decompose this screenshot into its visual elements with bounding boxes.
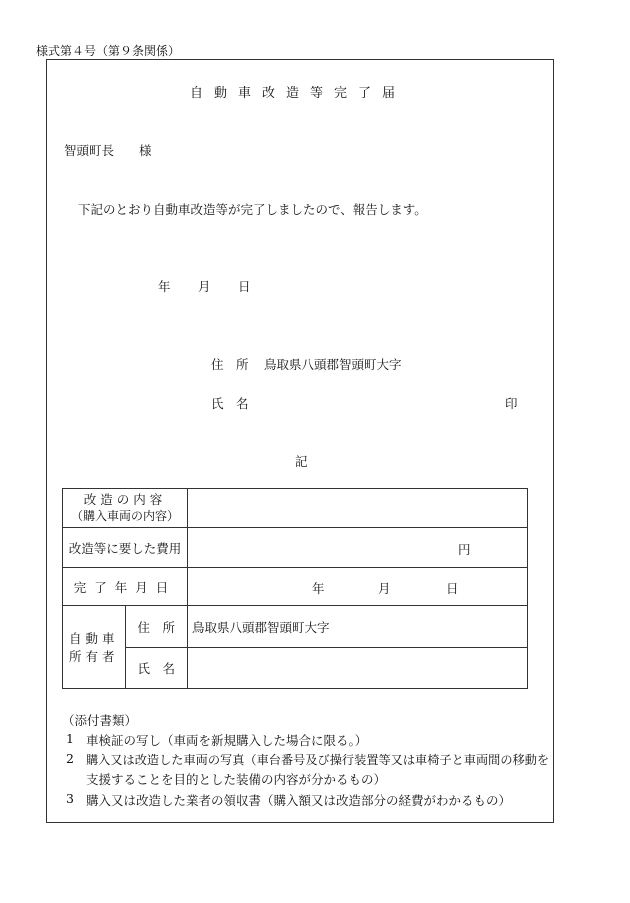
details-table	[62, 488, 528, 689]
owner-name-label: 氏 名	[125, 648, 188, 689]
attachments-heading: （添付書類）	[62, 713, 138, 728]
row-content-label: 改造の内容 （購入車両の内容）	[63, 489, 188, 528]
attachment-3-text: 購入又は改造した業者の領収書（購入額又は改造部分の経費がわかるもの）	[86, 793, 512, 808]
owner-name-value	[188, 648, 528, 689]
seal-mark: 印	[505, 396, 518, 411]
attachment-3-num: 3	[66, 791, 74, 806]
row-cost-label: 改造等に要した費用	[63, 528, 188, 568]
attachment-2-text-cont: 支援することを目的とした装備の内容が分かるもの）	[86, 772, 387, 787]
date-day: 日	[238, 279, 251, 294]
date-month: 月	[198, 279, 211, 294]
form-number: 様式第４号（第９条関係）	[36, 44, 181, 58]
intro-text: 下記のとおり自動車改造等が完了しましたので、報告します。	[78, 202, 427, 217]
ki-heading: 記	[295, 454, 308, 469]
owner-address-value: 鳥取県八頭郡智頭町大字	[188, 606, 528, 648]
row-cost-value: 円	[188, 528, 528, 568]
applicant-address-value: 鳥取県八頭郡智頭町大字	[264, 357, 402, 372]
attachment-1-text: 車検証の写し（車両を新規購入した場合に限る。）	[86, 733, 368, 748]
owner-address-label: 住 所	[125, 606, 188, 648]
attachment-2-text: 購入又は改造した車両の写真（車台番号及び操行装置等又は車椅子と車両間の移動を	[86, 753, 550, 767]
attachment-1-num: 1	[66, 731, 74, 746]
date-year: 年	[158, 279, 171, 294]
attachment-2-num: 2	[66, 751, 74, 766]
form-frame	[46, 59, 554, 823]
row-date-label: 完了年月日	[63, 568, 188, 606]
applicant-name-label: 氏 名	[211, 396, 249, 411]
applicant-address-label: 住 所	[211, 357, 249, 372]
row-date-value: 年 月 日	[188, 568, 528, 606]
row-owner-label: 自動車所有者	[63, 606, 126, 689]
form-title: 自動車改造等完了届	[190, 86, 407, 101]
addressee: 智頭町長 様	[64, 143, 152, 158]
row-content-value	[188, 489, 528, 528]
